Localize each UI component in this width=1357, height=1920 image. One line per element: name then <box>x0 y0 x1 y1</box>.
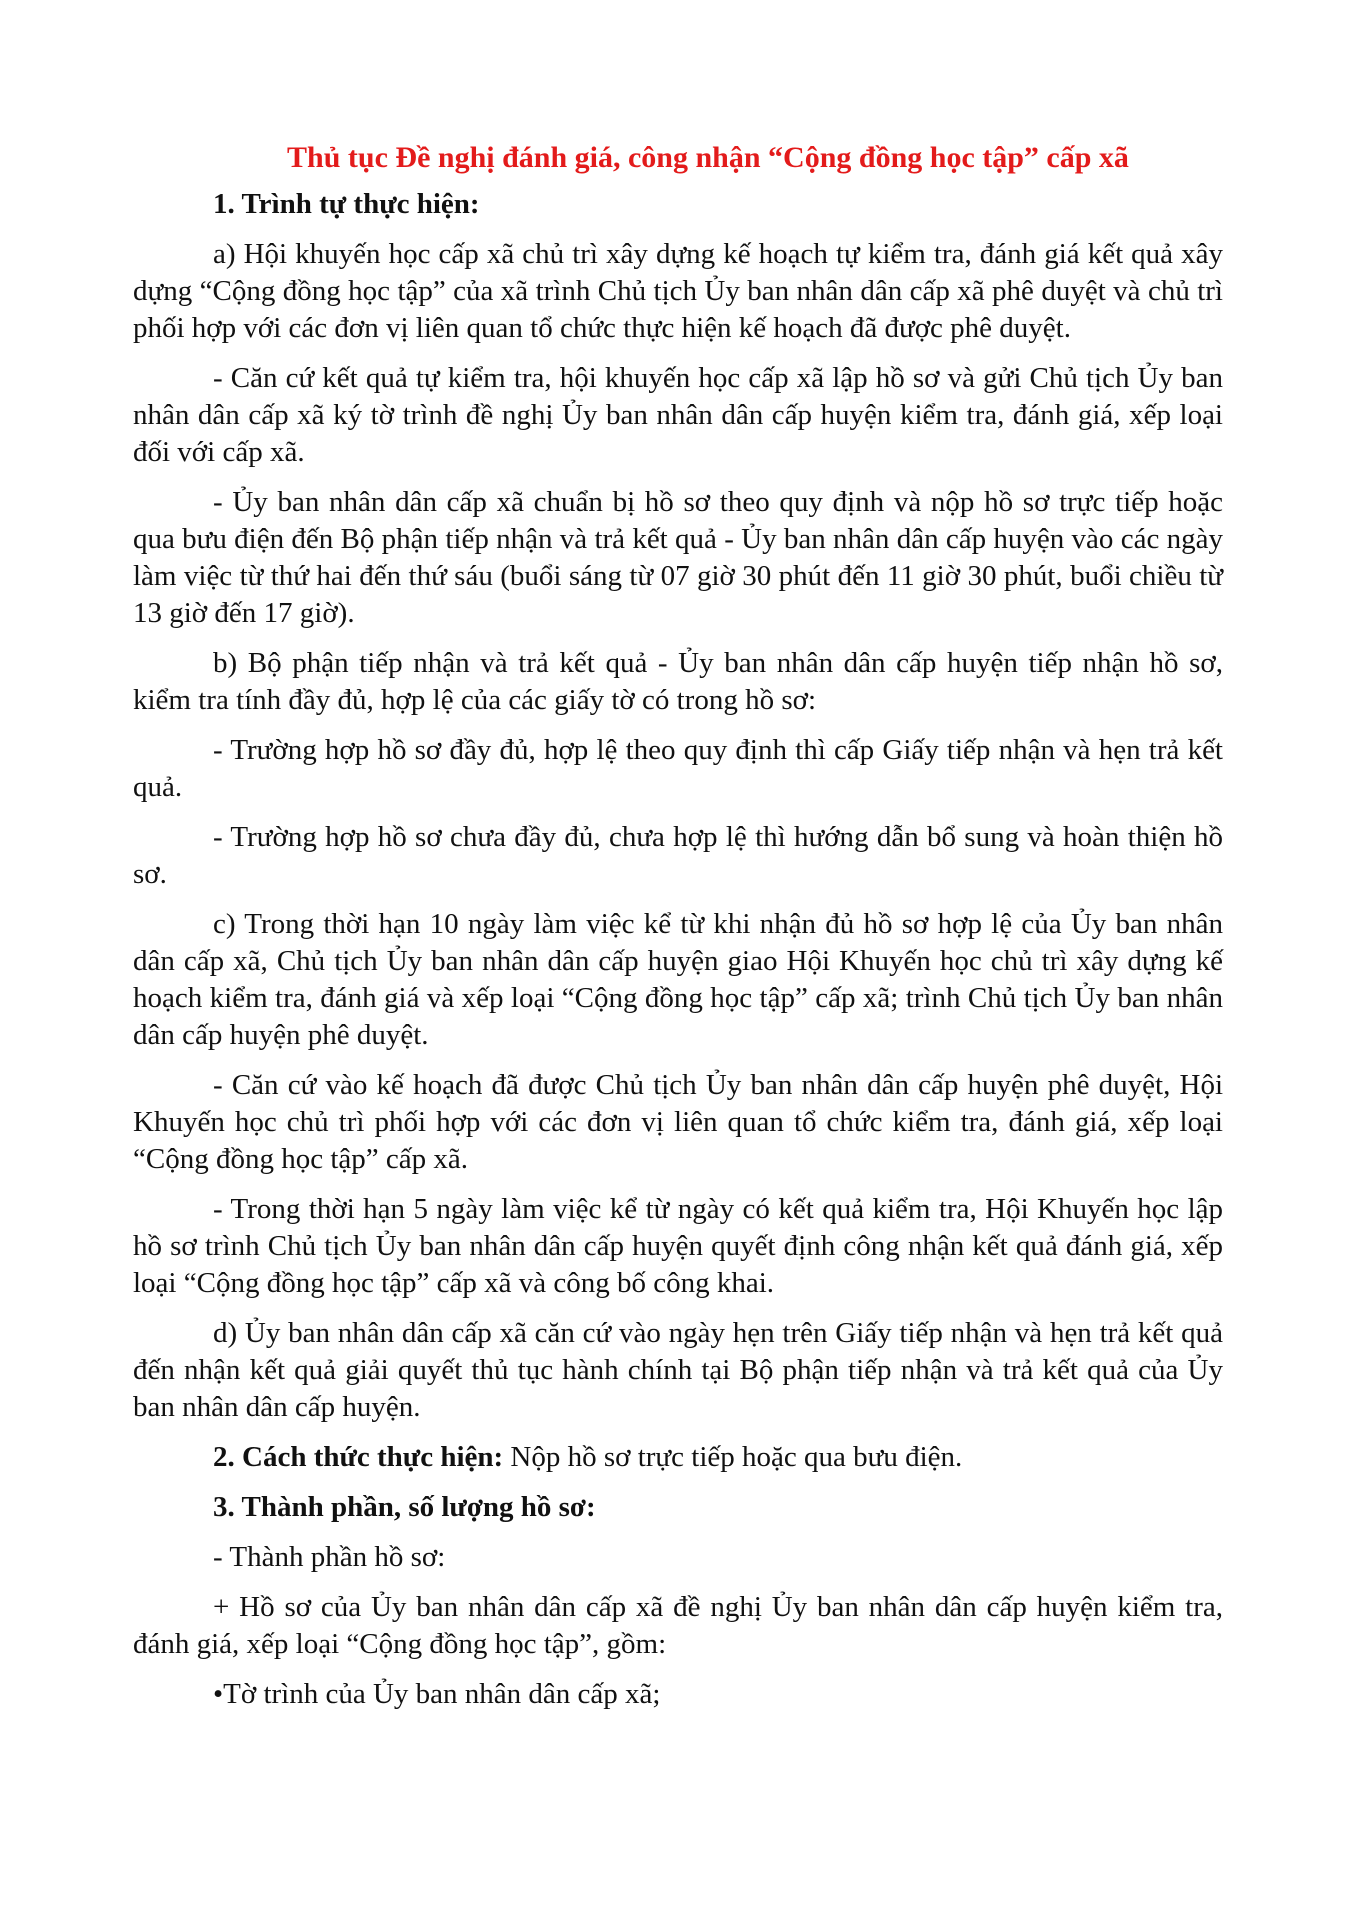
section-1-paragraph: - Ủy ban nhân dân cấp xã chuẩn bị hồ sơ theo quy định và nộp hồ sơ trực tiếp hoặc qua bưu điện đến Bộ phận tiếp nhận và trả kết quả - Ủy ban nhân dân cấp huyện vào các ngày làm việc từ thứ hai đến thứ sáu (buổi sáng từ 07 giờ 30 phút đến 11 giờ 30 phút, buổi chiều từ 13 giờ đến 17 giờ). <box>133 486 1223 629</box>
section-1-paragraph: c) Trong thời hạn 10 ngày làm việc kể từ khi nhận đủ hồ sơ hợp lệ của Ủy ban nhân dân cấp xã, Chủ tịch Ủy ban nhân dân cấp huyện giao Hội Khuyến học chủ trì xây dựng kế hoạch kiểm tra, đánh giá và xếp loại “Cộng đồng học tập” cấp xã; trình Chủ tịch Ủy ban nhân dân cấp huyện phê duyệt. <box>133 908 1223 1051</box>
section-1-heading: 1. Trình tự thực hiện: <box>213 188 480 220</box>
section-3-paragraph: + Hồ sơ của Ủy ban nhân dân cấp xã đề nghị Ủy ban nhân dân cấp huyện kiểm tra, đánh giá, xếp loại “Cộng đồng học tập”, gồm: <box>133 1591 1223 1660</box>
section-2-label: 2. Cách thức thực hiện: <box>213 1441 504 1473</box>
section-1-paragraph: - Trường hợp hồ sơ chưa đầy đủ, chưa hợp lệ thì hướng dẫn bổ sung và hoàn thiện hồ sơ. <box>133 821 1223 890</box>
section-1-paragraph: - Trong thời hạn 5 ngày làm việc kể từ ngày có kết quả kiểm tra, Hội Khuyến học lập hồ sơ trình Chủ tịch Ủy ban nhân dân cấp huyện quyết định công nhận kết quả đánh giá, xếp loại “Cộng đồng học tập” cấp xã và công bố công khai. <box>133 1193 1223 1299</box>
section-2-paragraph <box>133 1439 1223 1476</box>
section-2-text: Nộp hồ sơ trực tiếp hoặc qua bưu điện. <box>503 1441 963 1473</box>
section-3-bullet-item: •Tờ trình của Ủy ban nhân dân cấp xã; <box>213 1678 661 1710</box>
section-1-paragraph: - Trường hợp hồ sơ đầy đủ, hợp lệ theo quy định thì cấp Giấy tiếp nhận và hẹn trả kết quả. <box>133 734 1223 803</box>
section-3-heading: 3. Thành phần, số lượng hồ sơ: <box>213 1491 596 1523</box>
document-page <box>133 140 1223 1726</box>
section-1-paragraph: a) Hội khuyến học cấp xã chủ trì xây dựng kế hoạch tự kiểm tra, đánh giá kết quả xây dựng “Cộng đồng học tập” của xã trình Chủ tịch Ủy ban nhân dân cấp xã phê duyệt và chủ trì phối hợp với các đơn vị liên quan tổ chức thực hiện kế hoạch đã được phê duyệt. <box>133 238 1223 344</box>
section-1-paragraph: - Căn cứ kết quả tự kiểm tra, hội khuyến học cấp xã lập hồ sơ và gửi Chủ tịch Ủy ban nhân dân cấp xã ký tờ trình đề nghị Ủy ban nhân dân cấp huyện kiểm tra, đánh giá, xếp loại đối với cấp xã. <box>133 362 1223 468</box>
section-1-paragraph: d) Ủy ban nhân dân cấp xã căn cứ vào ngày hẹn trên Giấy tiếp nhận và hẹn trả kết quả đến nhận kết quả giải quyết thủ tục hành chính tại Bộ phận tiếp nhận và trả kết quả của Ủy ban nhân dân cấp huyện. <box>133 1317 1223 1423</box>
section-1-paragraph: b) Bộ phận tiếp nhận và trả kết quả - Ủy ban nhân dân cấp huyện tiếp nhận hồ sơ, kiểm tra tính đầy đủ, hợp lệ của các giấy tờ có trong hồ sơ: <box>133 647 1223 716</box>
document-title: Thủ tục Đề nghị đánh giá, công nhận “Cộng đồng học tập” cấp xã <box>287 141 1129 174</box>
section-1-paragraph: - Căn cứ vào kế hoạch đã được Chủ tịch Ủy ban nhân dân cấp huyện phê duyệt, Hội Khuyến học chủ trì phối hợp với các đơn vị liên quan tổ chức kiểm tra, đánh giá, xếp loại “Cộng đồng học tập” cấp xã. <box>133 1069 1223 1175</box>
section-3-paragraph: - Thành phần hồ sơ: <box>213 1541 446 1573</box>
